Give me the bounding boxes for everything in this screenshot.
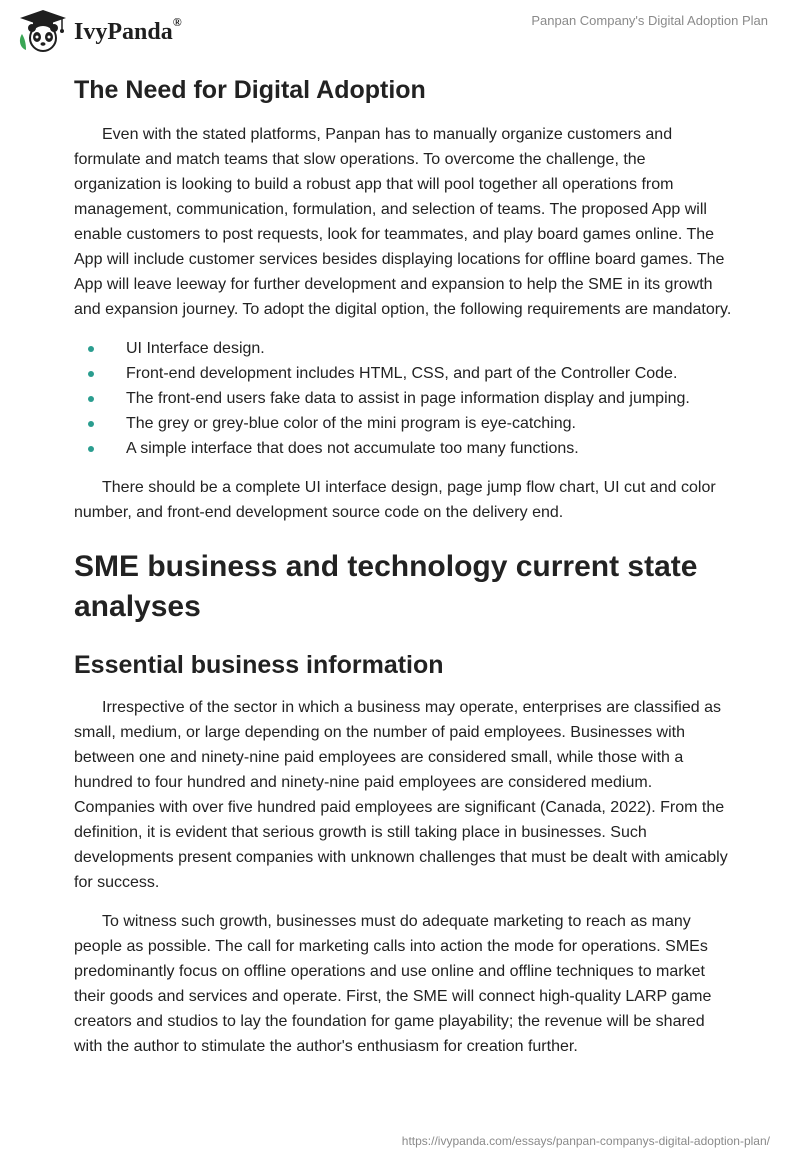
panda-graduate-icon (16, 8, 70, 54)
document-title: Panpan Company's Digital Adoption Plan (531, 13, 768, 28)
list-item: Front-end development includes HTML, CSS, and part of the Controller Code. (74, 361, 734, 386)
list-item: The grey or grey-blue color of the mini program is eye-catching. (74, 411, 734, 436)
page-header (0, 0, 800, 60)
paragraph: To witness such growth, businesses must do adequate marketing to reach as many people as possible. The call for marketing calls into action the mode for operations. SMEs predominantly focus on offline operations and use online and offline techniques to market their goods and services and operate. First, the SME will connect high-quality LARP game creators and studios to lay the foundation for game playability; the revenue will be shared with the author to stimulate the author's enthusiasm for creation further. (74, 913, 712, 1055)
bullet-icon (88, 371, 94, 377)
heading-essential-business-information: Essential business information (74, 651, 444, 679)
bullet-icon (88, 421, 94, 427)
list-item: A simple interface that does not accumulate too many functions. (74, 436, 734, 461)
bullet-icon (88, 346, 94, 352)
requirements-list (74, 336, 734, 461)
paragraph: Irrespective of the sector in which a business may operate, enterprises are classified as small, medium, or large depending on the number of paid employees. Businesses with between one and ninety-nine paid employees are considered small, while those with a hundred to four hundred and ninety-nine paid employees are considered medium. Companies with over five hundred paid employees are significant (Canada, 2022). From the definition, it is evident that serious growth is still taking place in businesses. Such developments present companies with unknown challenges that must be dealt with amicably for success. (74, 699, 728, 891)
paragraph: There should be a complete UI interface design, page jump flow chart, UI cut and color number, and front-end development source code on the delivery end. (74, 479, 716, 521)
bullet-icon (88, 396, 94, 402)
source-url[interactable]: https://ivypanda.com/essays/panpan-companys-digital-adoption-plan/ (401, 1134, 770, 1148)
heading-sme-analyses: SME business and technology current state analyses (74, 550, 698, 623)
bullet-icon (88, 446, 94, 452)
logo[interactable] (16, 8, 182, 54)
list-item: UI Interface design. (74, 336, 734, 361)
heading-need-for-digital-adoption: The Need for Digital Adoption (74, 76, 426, 104)
list-item: The front-end users fake data to assist in page information display and jumping. (74, 386, 734, 411)
article-body (74, 66, 734, 1073)
paragraph: Even with the stated platforms, Panpan has to manually organize customers and formulate and match teams that slow operations. To overcome the challenge, the organization is looking to build a robust app that will pool together all operations from management, communication, formulation, and selection of teams. The proposed App will enable customers to post requests, look for teammates, and play board games online. The App will include customer services besides displaying locations for offline board games. The App will leave leeway for further development and expansion to help the SME in its growth and expansion journey. To adopt the digital option, the following requirements are mandatory. (74, 126, 732, 318)
logo-text: IvyPanda® (74, 14, 182, 45)
